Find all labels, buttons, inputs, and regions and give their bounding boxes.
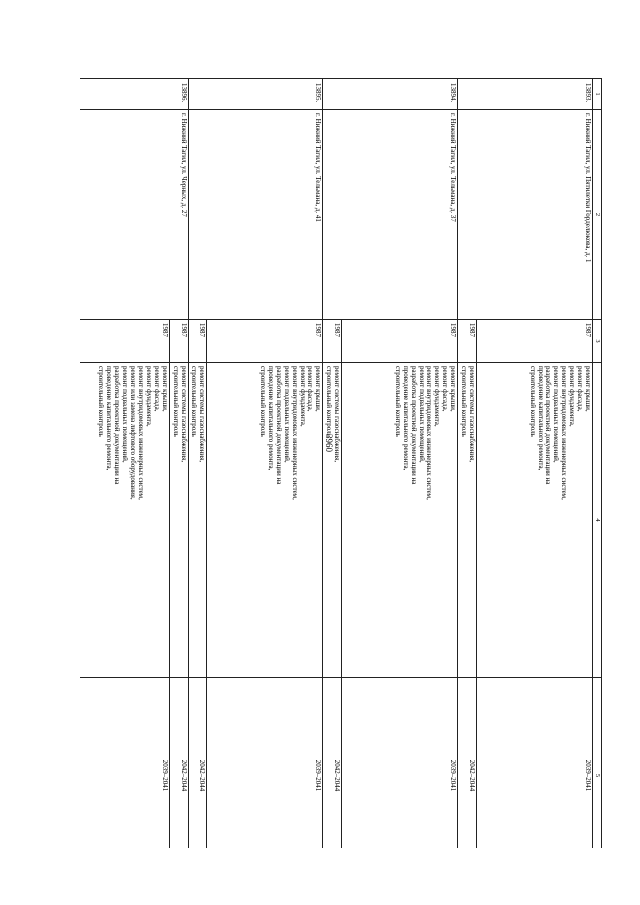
table-row xyxy=(207,79,323,849)
work-item: строительный контроль xyxy=(528,366,537,437)
work-item: ремонт крыши, xyxy=(584,366,592,412)
works-cell xyxy=(477,363,593,678)
address-cell: г. Нижний Тагил, ул. Тельмана, д. 37 xyxy=(323,110,458,320)
table-row xyxy=(169,79,188,849)
works-cell xyxy=(342,363,458,678)
period-cell: 2039–2041 xyxy=(477,678,593,849)
works-cell xyxy=(458,363,477,678)
address-cell: г. Нижний Тагил, ул. Тельмана, д. 41 xyxy=(188,110,323,320)
row-number-cell: 13895. xyxy=(188,79,323,110)
work-item: ремонт системы газоснабжения, xyxy=(198,366,207,463)
work-item: ремонт внутридомовых инженерных систем, xyxy=(560,366,569,500)
work-item: ремонт или замена лифтового оборудования, xyxy=(129,366,138,500)
period-cell: 2042–2044 xyxy=(169,678,188,849)
header-col-4: 4 xyxy=(593,363,602,678)
page-number: 3960 xyxy=(324,434,334,452)
works-cell xyxy=(188,363,207,678)
work-item: ремонт крыши, xyxy=(160,366,169,412)
work-item: ремонт фундамента, xyxy=(568,366,577,427)
work-item: строительный контроль xyxy=(97,366,106,437)
work-item: разработка проектной документации на xyxy=(544,366,553,485)
work-item: ремонт крыши, xyxy=(449,366,458,412)
work-item: проведение капитального ремонта, xyxy=(266,366,275,471)
work-item: строительный контроль xyxy=(259,366,268,437)
year-cell: 1987 xyxy=(323,320,342,363)
address-cell: г. Нижний Тагил, ул. Черных, д. 27 xyxy=(80,110,188,320)
table-container xyxy=(80,78,602,848)
period-cell: 2039–2041 xyxy=(342,678,458,849)
work-item: разработка проектной документации на xyxy=(113,366,122,485)
period-cell: 2042–2044 xyxy=(323,678,342,849)
table-row xyxy=(342,79,458,849)
year-cell: 1987 xyxy=(477,320,593,363)
work-item: ремонт фасада, xyxy=(152,366,161,412)
work-item: ремонт внутридомовых инженерных систем, xyxy=(425,366,434,500)
repair-schedule-table xyxy=(80,78,602,848)
work-item: строительный контроль xyxy=(460,366,469,437)
year-cell: 1987 xyxy=(169,320,188,363)
work-item: ремонт фундамента, xyxy=(433,366,442,427)
works-cell xyxy=(207,363,323,678)
work-item: разработка проектной документации на xyxy=(409,366,418,485)
year-cell: 1987 xyxy=(207,320,323,363)
work-item: ремонт фасада, xyxy=(306,366,315,412)
work-item: ремонт системы газоснабжения, xyxy=(179,366,188,463)
work-item: строительный контроль xyxy=(171,366,180,437)
work-item: проведение капитального ремонта, xyxy=(401,366,410,471)
header-row xyxy=(593,79,602,849)
period-cell: 2042–2044 xyxy=(458,678,477,849)
works-cell xyxy=(169,363,188,678)
work-item: ремонт подвальных помещений, xyxy=(282,366,291,463)
work-item: ремонт внутридомовых инженерных систем, xyxy=(290,366,299,500)
year-cell: 1987 xyxy=(188,320,207,363)
work-item: ремонт внутридомовых инженерных систем, xyxy=(137,366,146,500)
work-item: проведение капитального ремонта, xyxy=(105,366,114,471)
work-item: ремонт крыши, xyxy=(314,366,323,412)
work-item: ремонт фасада, xyxy=(576,366,585,412)
work-item: ремонт системы газоснабжения, xyxy=(468,366,476,463)
header-col-3: 3 xyxy=(593,320,602,363)
work-item: ремонт подвальных помещений, xyxy=(121,366,130,463)
work-item: ремонт подвальных помещений, xyxy=(417,366,426,463)
year-cell: 1987 xyxy=(80,320,169,363)
work-item: ремонт фундамента, xyxy=(298,366,307,427)
address-cell: г. Нижний Тагил, ул. Пятилетки Горделюкова, д. 1 xyxy=(458,110,593,320)
header-col-5: 5 xyxy=(593,678,602,849)
work-item: разработка проектной документации на xyxy=(274,366,283,485)
year-cell: 1987 xyxy=(458,320,477,363)
header-col-2: 2 xyxy=(593,110,602,320)
work-item: ремонт фасада, xyxy=(441,366,450,412)
table-body xyxy=(80,79,602,849)
row-number-cell: 13893. xyxy=(458,79,593,110)
period-cell: 2042–2044 xyxy=(188,678,207,849)
work-item: строительный контроль xyxy=(325,366,334,437)
work-item: строительный контроль xyxy=(190,366,199,437)
period-cell: 2039–2041 xyxy=(80,678,169,849)
table-row xyxy=(477,79,593,849)
work-item: ремонт фундамента, xyxy=(144,366,153,427)
work-item: строительный контроль xyxy=(393,366,402,437)
row-number-cell: 13894. xyxy=(323,79,458,110)
row-number-cell: 13896. xyxy=(80,79,188,110)
work-item: проведение капитального ремонта, xyxy=(536,366,545,471)
period-cell: 2039–2041 xyxy=(207,678,323,849)
header-col-1: 1 xyxy=(593,79,602,110)
work-item: ремонт подвальных помещений, xyxy=(552,366,561,463)
works-cell xyxy=(323,363,342,678)
works-cell xyxy=(80,363,169,678)
work-item: ремонт системы газоснабжения, xyxy=(333,366,342,463)
year-cell: 1987 xyxy=(342,320,458,363)
rotated-table-frame xyxy=(80,78,602,848)
